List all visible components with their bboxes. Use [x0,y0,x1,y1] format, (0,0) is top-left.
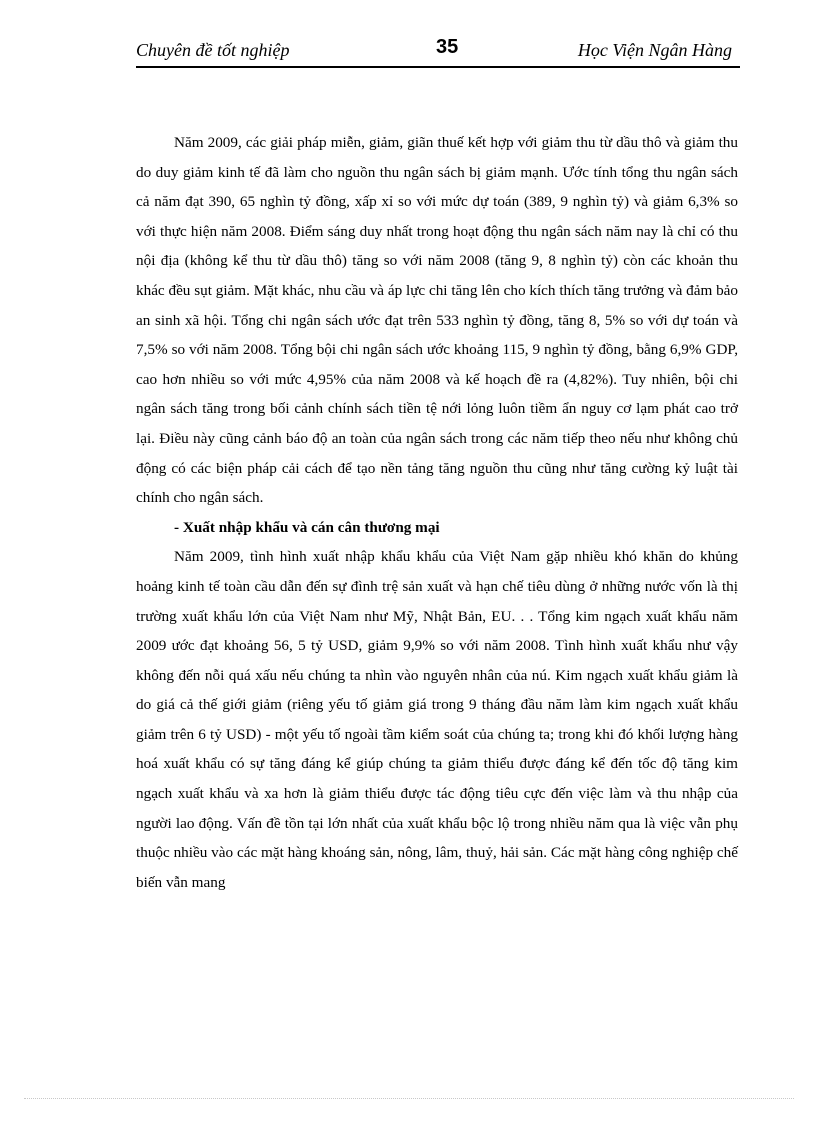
header-document-type: Chuyên đề tốt nghiệp [136,40,290,60]
paragraph-budget: Năm 2009, các giải pháp miễn, giảm, giãn thuế kết hợp với giảm thu từ dầu thô và giảm thu do duy giảm kinh tế đã làm cho nguồn thu ngân sách bị giảm mạnh. Ước tính tổng thu ngân sách cả năm đạt 390, 65 nghìn tỷ đồng, xấp xỉ so với mức dự toán (389, 9 nghìn tỷ) và giảm 6,3% so với thực hiện năm 2008. Điểm sáng duy nhất trong hoạt động thu ngân sách năm nay là chỉ có thu nội địa (không kể thu từ dầu thô) tăng so với năm 2008 (tăng 9, 8 nghìn tỷ) còn các khoản thu khác đều sụt giảm. Mặt khác, nhu cầu và áp lực chi tăng lên cho kích thích tăng trưởng và đảm bảo an sinh xã hội. Tổng chi ngân sách ước đạt trên 533 nghìn tỷ đồng, tăng 8, 5% so với dự toán và 7,5% so với năm 2008. Tổng bội chi ngân sách ước khoảng 115, 9 nghìn tỷ đồng, bằng 6,9% GDP, cao hơn nhiều so với mức 4,95% của năm 2008 và kế hoạch đề ra (4,82%). Tuy nhiên, bội chi ngân sách tăng trong bối cảnh chính sách tiền tệ nới lỏng luôn tiềm ẩn nguy cơ lạm phát cao trở lại. Điều này cũng cảnh báo độ an toàn của ngân sách trong các năm tiếp theo nếu như không chủ động có các biện pháp cải cách để tạo nền tảng tăng nguồn thu cũng như tăng cường kỷ luật tài chính cho ngân sách. [136,134,738,507]
page-number: 35 [436,36,459,58]
document-body [136,128,738,897]
footer-divider [24,1098,794,1099]
paragraph-trade: Năm 2009, tình hình xuất nhập khẩu khẩu của Việt Nam gặp nhiều khó khăn do khủng hoảng kinh tế toàn cầu dẫn đến sự đình trệ sản xuất và hạn chế tiêu dùng ở những nước vốn là thị trường xuất khẩu lớn của Việt Nam như Mỹ, Nhật Bản, EU. . . Tổng kim ngạch xuất khẩu năm 2009 ước đạt khoảng 56, 5 tỷ USD, giảm 9,9% so với năm 2008. Tình hình xuất khẩu như vậy không đến nỗi quá xấu nếu chúng ta nhìn vào nguyên nhân của nú. Kim ngạch xuất khẩu giảm là do giá cả thế giới giảm (riêng yếu tố giảm giá trong 9 tháng đầu năm làm kim ngạch xuất khẩu giảm trên 6 tỷ USD) - một yếu tố ngoài tầm kiểm soát của chúng ta; trong khi đó khối lượng hàng hoá xuất khẩu có sự tăng đáng kể giúp chúng ta giảm thiểu được đáng kể đến tốc độ tăng kim ngạch xuất khẩu và xa hơn là giảm thiểu được tác động tiêu cực đến việc làm và thu nhập của người lao động. Vấn đề tồn tại lớn nhất của xuất khẩu bộc lộ trong nhiều năm qua là việc vẫn phụ thuộc nhiều vào các mặt hàng khoáng sản, nông, lâm, thuỷ, hải sản. Các mặt hàng công nghiệp chế biến vẫn mang [136,548,738,891]
page-header [136,36,740,68]
header-institution: Học Viện Ngân Hàng [577,40,732,60]
section-subheading-trade: - Xuất nhập khẩu và cán cân thương mại [174,518,440,536]
